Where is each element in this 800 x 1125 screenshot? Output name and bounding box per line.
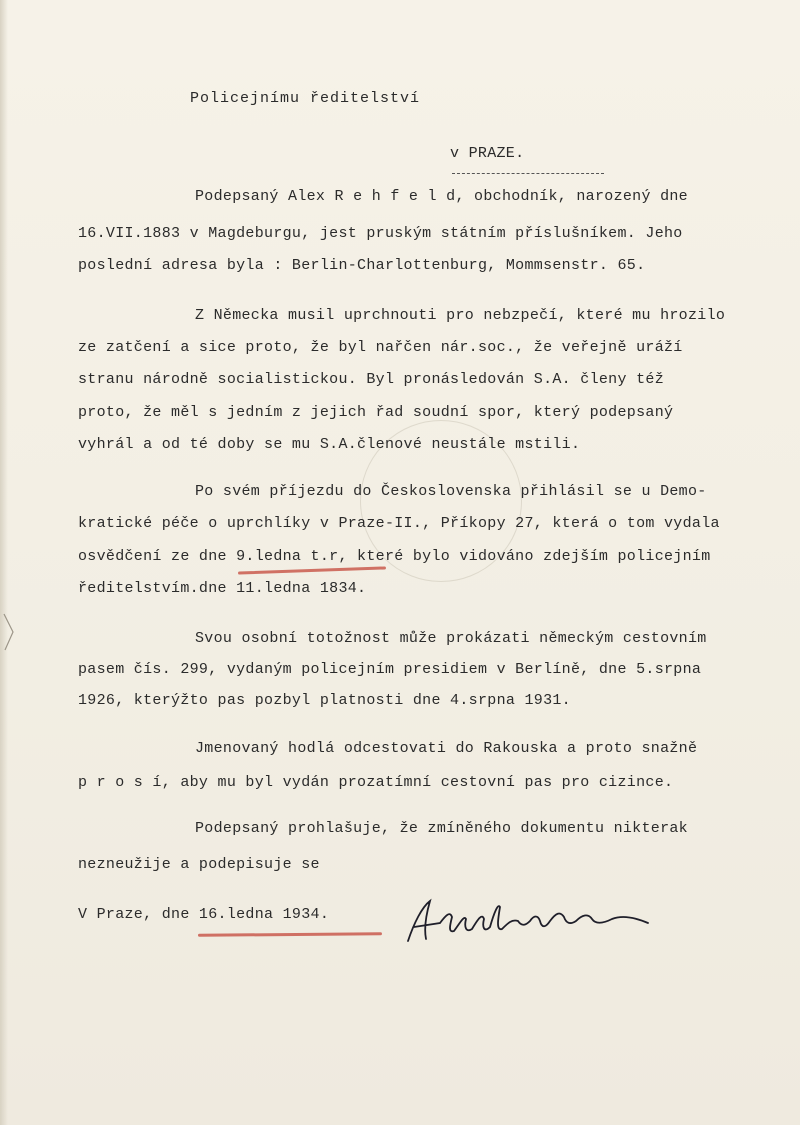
- paragraph-4-line-1: Svou osobní totožnost může prokázati německým cestovním: [195, 630, 707, 647]
- paragraph-6-line-2: nezneužije a podepisuje se: [78, 856, 320, 873]
- margin-mark: [2, 612, 16, 652]
- paragraph-3-line-1: Po svém příjezdu do Československa přihlásil se u Demo-: [195, 483, 707, 500]
- paragraph-2-line-3: stranu národně socialistickou. Byl pronásledován S.A. členy též: [78, 371, 664, 388]
- paragraph-4-line-3: 1926, kterýžto pas pozbyl platnosti dne 4.srpna 1931.: [78, 692, 571, 709]
- paragraph-1-line-3: poslední adresa byla : Berlin-Charlottenburg, Mommsenstr. 65.: [78, 257, 646, 274]
- paragraph-6-line-1: Podepsaný prohlašuje, že zmíněného dokumentu nikterak: [195, 820, 688, 837]
- addressee-city: v PRAZE.: [450, 145, 525, 162]
- paragraph-1-line-1: Podepsaný Alex R e h f e l d, obchodník, narozený dne: [195, 188, 688, 205]
- paragraph-2-line-2: ze zatčení a sice proto, že byl nařčen nár.soc., že veřejně uráží: [78, 339, 683, 356]
- paragraph-2-line-5: vyhrál a od té doby se mu S.A.členové neustále mstili.: [78, 436, 581, 453]
- addressee-line: Policejnímu ředitelství: [190, 90, 421, 107]
- place-date-line: V Praze, dne 16.ledna 1934.: [78, 906, 330, 923]
- paragraph-5-line-1: Jmenovaný hodlá odcestovati do Rakouska a proto snažně: [195, 740, 698, 757]
- red-pencil-underline-date: [198, 932, 382, 937]
- paragraph-4-line-2: pasem čís. 299, vydaným policejním presidiem v Berlíně, dne 5.srpna: [78, 661, 702, 678]
- paragraph-3-line-4: ředitelstvím.dne 11.ledna 1834.: [78, 580, 367, 597]
- red-pencil-underline: [238, 566, 386, 574]
- paper-edge: [0, 0, 8, 1125]
- paragraph-1-line-2: 16.VII.1883 v Magdeburgu, jest pruským státním příslušníkem. Jeho: [78, 225, 683, 242]
- addressee-underline: [452, 173, 604, 174]
- paragraph-2-line-4: proto, že měl s jedním z jejich řad soudní spor, který podepsaný: [78, 404, 674, 421]
- paragraph-3-line-3: osvědčení ze dne 9.ledna t.r, které bylo vidováno zdejším policejním: [78, 548, 711, 565]
- paragraph-5-line-2: p r o s í, aby mu byl vydán prozatímní cestovní pas pro cizince.: [78, 774, 674, 791]
- paragraph-3-line-2: kratické péče o uprchlíky v Praze-II., Příkopy 27, která o tom vydala: [78, 515, 720, 532]
- handwritten-signature: [400, 893, 660, 953]
- paragraph-2-line-1: Z Německa musil uprchnouti pro nebzpečí, které mu hrozilo: [195, 307, 726, 324]
